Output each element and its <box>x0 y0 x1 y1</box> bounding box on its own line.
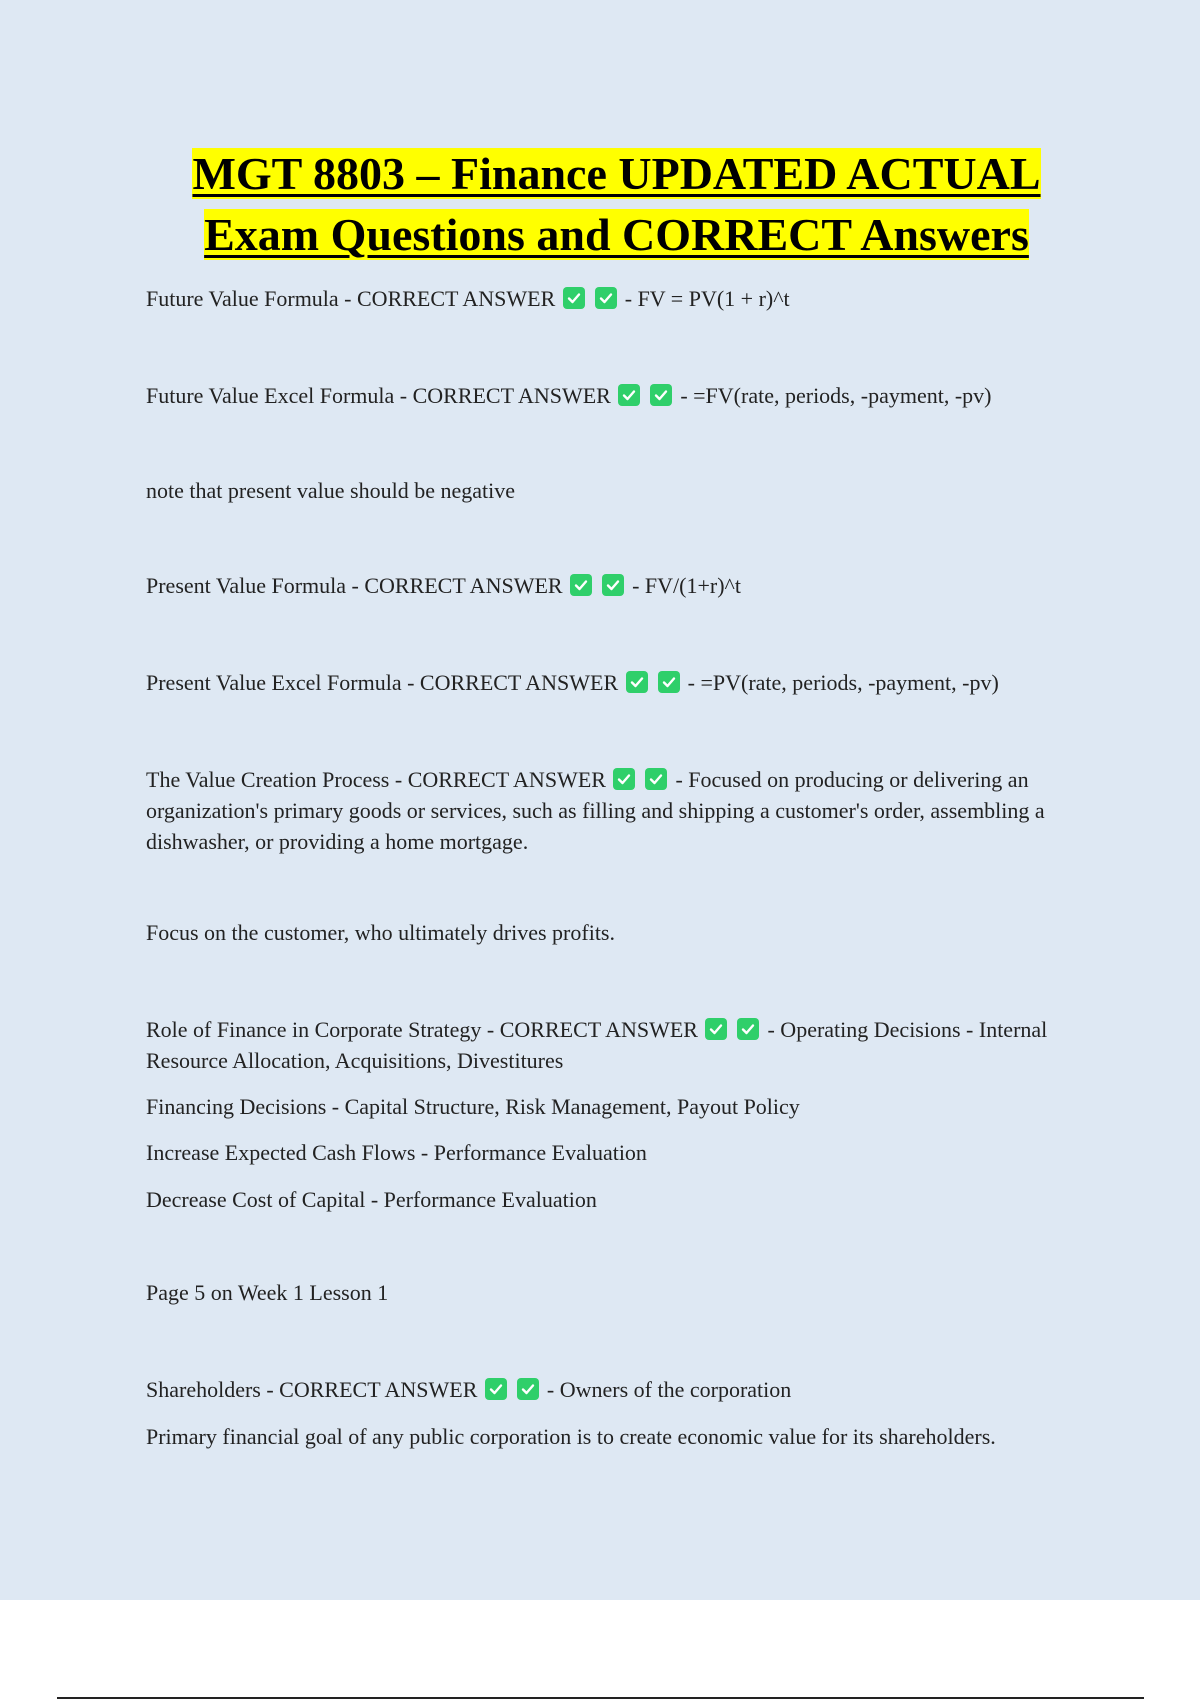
answer-text: - FV = PV(1 + r)^t <box>624 286 790 311</box>
check-mark-icon <box>485 1378 507 1400</box>
question-text: Future Value Excel Formula - CORRECT ANSWER <box>146 383 611 408</box>
note-paragraph: Financing Decisions - Capital Structure, Risk Management, Payout Policy <box>146 1094 800 1119</box>
answer-text: - =FV(rate, periods, -payment, -pv) <box>680 383 992 408</box>
note-paragraph: Focus on the customer, who ultimately drives profits. <box>146 920 615 945</box>
qa-entry <box>146 570 1086 601</box>
check-mark-icon <box>563 287 585 309</box>
question-text: Shareholders - CORRECT ANSWER <box>146 1377 478 1402</box>
document-title <box>0 143 1200 265</box>
question-text: Role of Finance in Corporate Strategy - CORRECT ANSWER <box>146 1017 698 1042</box>
check-mark-icon <box>705 1018 727 1040</box>
question-text: The Value Creation Process - CORRECT ANSWER <box>146 767 606 792</box>
question-text: Future Value Formula - CORRECT ANSWER <box>146 286 556 311</box>
note-paragraph: Page 5 on Week 1 Lesson 1 <box>146 1280 389 1305</box>
qa-entry <box>146 764 1086 857</box>
check-mark-icon <box>602 574 624 596</box>
check-mark-icon <box>737 1018 759 1040</box>
check-mark-icon <box>517 1378 539 1400</box>
note-paragraph: Increase Expected Cash Flows - Performance Evaluation <box>146 1140 647 1165</box>
check-mark-icon <box>613 768 635 790</box>
note-paragraph: note that present value should be negative <box>146 478 515 503</box>
answer-text: - =PV(rate, periods, -payment, -pv) <box>687 670 999 695</box>
check-mark-icon <box>658 671 680 693</box>
footer-divider <box>57 1697 1144 1699</box>
check-mark-icon <box>650 384 672 406</box>
answer-text: - Focused on producing or delivering an organization's primary goods or services, such as filling and shipping a customer's order, assembling a dishwasher, or providing a home mortgage. <box>146 767 1045 854</box>
answer-text: - Owners of the corporation <box>546 1377 792 1402</box>
note-paragraph: Primary financial goal of any public corporation is to create economic value for its shareholders. <box>146 1424 996 1449</box>
qa-entry <box>146 1374 1086 1405</box>
answer-text: - FV/(1+r)^t <box>632 573 741 598</box>
qa-entry <box>146 1014 1086 1076</box>
check-mark-icon <box>618 384 640 406</box>
title-line-1: MGT 8803 – Finance UPDATED ACTUAL <box>192 148 1041 199</box>
check-mark-icon <box>570 574 592 596</box>
check-mark-icon <box>626 671 648 693</box>
check-mark-icon <box>595 287 617 309</box>
qa-entry <box>146 283 1086 314</box>
answer-text: - Operating Decisions - Internal Resource Allocation, Acquisitions, Divestitures <box>146 1017 1048 1073</box>
question-text: Present Value Excel Formula - CORRECT ANSWER <box>146 670 619 695</box>
note-paragraph: Decrease Cost of Capital - Performance Evaluation <box>146 1187 597 1212</box>
qa-entry <box>146 380 1086 411</box>
check-mark-icon <box>645 768 667 790</box>
qa-entry <box>146 667 1086 698</box>
title-line-2: Exam Questions and CORRECT Answers <box>204 209 1029 260</box>
question-text: Present Value Formula - CORRECT ANSWER <box>146 573 563 598</box>
